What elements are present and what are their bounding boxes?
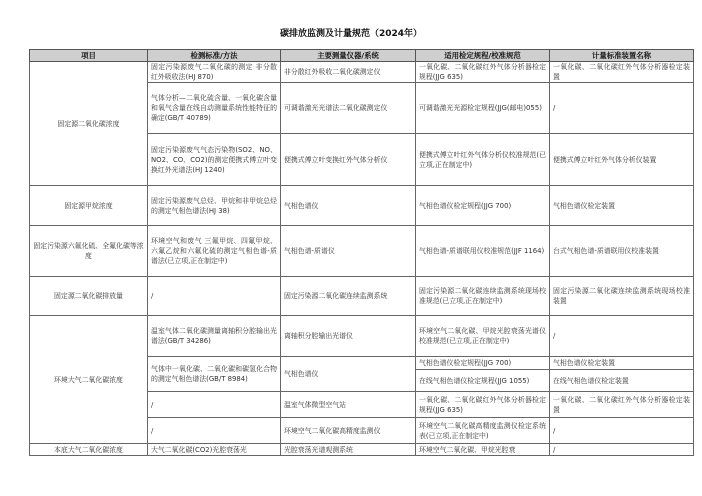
regulation-cell: 便携式傅立叶红外气体分析仪校准规范(已立项,正在制定中) <box>416 134 550 186</box>
instrument-cell: 气相色谱-质谱仪 <box>281 226 416 277</box>
method-cell: 固定污染源废气总烃、甲烷和非甲烷总烃的测定气相色谱法(HJ 38) <box>148 186 281 226</box>
document-title: 碳排放监测及计量规范（2024年） <box>279 29 423 39</box>
standard-cell: / <box>550 83 694 134</box>
table-row <box>30 186 694 226</box>
method-cell: / <box>148 418 281 444</box>
regulation-cell: 气相色谱仪检定规程(JJG 700) <box>416 357 550 370</box>
regulation-cell: 一氧化碳、二氧化碳红外气体分析器检定规程(JJG 635) <box>416 62 550 83</box>
standard-cell: / <box>550 316 694 357</box>
regulation-cell: 在线气相色谱仪检定规程(JJG 1055) <box>416 370 550 392</box>
method-cell: / <box>148 277 281 316</box>
standard-cell: / <box>550 444 694 456</box>
item-cell: 固定污染源六氟化硫、全氟化碳等浓度 <box>30 226 148 277</box>
regulation-cell: 一氧化碳、二氧化碳红外气体分析器检定规程(JJG 635) <box>416 392 550 418</box>
standard-cell: / <box>550 418 694 444</box>
standard-cell: 气相色谱仪检定装置 <box>550 357 694 370</box>
regulation-cell: 固定污染源二氧化碳连续监测系统现场校准规范(已立项,正在制定中) <box>416 277 550 316</box>
method-cell: 固定污染源废气气态污染物(SO2、NO、NO2、CO、CO2)的测定便携式傅立叶变换红外光谱法(HJ 1240) <box>148 134 281 186</box>
standard-cell: 气相色谱仪检定装置 <box>550 186 694 226</box>
standard-cell: 固定污染源二氧化碳连续监测系统现场校准装置 <box>550 277 694 316</box>
item-cell: 固定源二氧化碳浓度 <box>30 62 148 186</box>
standard-cell: 一氧化碳、二氧化碳红外气体分析器检定装置 <box>550 62 694 83</box>
column-header-regulation: 适用检定规程/校准规范 <box>416 50 550 62</box>
column-header-instrument: 主要测量仪器/系统 <box>281 50 416 62</box>
instrument-cell: 非分散红外吸收二氧化碳测定仪 <box>281 62 416 83</box>
table-row <box>30 277 694 316</box>
regulation-table <box>29 49 694 456</box>
table-row <box>30 226 694 277</box>
instrument-cell: 光腔衰荡光谱观测系统 <box>281 444 416 456</box>
item-cell: 固定源二氧化碳排放量 <box>30 277 148 316</box>
regulation-cell: 气相色谱仪检定规程(JJG 700) <box>416 186 550 226</box>
standard-cell: 便携式傅立叶红外气体分析仪装置 <box>550 134 694 186</box>
method-cell: 气体中一氧化碳、二氧化碳和碳氢化合物的测定气相色谱法(GB/T 8984) <box>148 357 281 392</box>
standard-cell: 在线气相色谱仪检定装置 <box>550 370 694 392</box>
item-cell: 环境大气二氧化碳浓度 <box>30 316 148 444</box>
instrument-cell: 固定污染源二氧化碳连续监测系统 <box>281 277 416 316</box>
instrument-cell: 气相色谱仪 <box>281 357 416 392</box>
instrument-cell: 环境空气二氧化碳高精度监测仪 <box>281 418 416 444</box>
column-header-method: 检测标准/方法 <box>148 50 281 62</box>
instrument-cell: 气相色谱仪 <box>281 186 416 226</box>
column-header-item: 项目 <box>30 50 148 62</box>
regulation-cell: 环境空气二氧化碳、甲烷光腔衰荡光谱仪校准规范(已立项,正在制定中) <box>416 316 550 357</box>
item-cell: 固定源甲烷浓度 <box>30 186 148 226</box>
item-cell: 本底大气二氧化碳浓度 <box>30 444 148 456</box>
instrument-cell: 离轴积分腔输出光谱仪 <box>281 316 416 357</box>
method-cell: 大气二氧化碳(CO2)光腔衰荡光 <box>148 444 281 456</box>
instrument-cell: 便携式傅立叶变换红外气体分析仪 <box>281 134 416 186</box>
method-cell: 温室气体二氧化碳测量离轴积分腔输出光谱法(GB/T 34286) <box>148 316 281 357</box>
regulation-cell: 气相色谱-质谱联用仪校准规范(JJF 1164) <box>416 226 550 277</box>
table-row <box>30 62 694 83</box>
table-header-row <box>30 50 694 62</box>
method-cell: 环境空气和废气 三氟甲烷、四氟甲烷、六氟乙烷和六氟化硫的测定气相色谱-质谱法(已立项,正在制定中) <box>148 226 281 277</box>
table-row <box>30 316 694 357</box>
regulation-cell: 环境空气二氧化碳、甲烷光腔衰 <box>416 444 550 456</box>
regulation-cell: 可调谐激光光源检定规程(JJG(邮电)055) <box>416 83 550 134</box>
method-cell: 固定污染源废气二氧化碳的测定 非分散红外吸收法(HJ 870) <box>148 62 281 83</box>
column-header-standard: 计量标准装置名称 <box>550 50 694 62</box>
standard-cell: 台式气相色谱-质谱联用仪校准装置 <box>550 226 694 277</box>
instrument-cell: 可调谐激光光谱法二氧化碳测定仪 <box>281 83 416 134</box>
regulation-cell: 环境空气二氧化碳高精度监测仪检定系统表(已立项,正在制定中) <box>416 418 550 444</box>
standard-cell: 一氧化碳、二氧化碳红外气体分析器检定装置 <box>550 392 694 418</box>
method-cell: / <box>148 392 281 418</box>
table-row <box>30 444 694 456</box>
instrument-cell: 温室气体微型空气站 <box>281 392 416 418</box>
method-cell: 气体分析—二氧化硫含量、一氧化碳含量和氧气含量在线自动测量系统性能特征的确定(GB/T 40789) <box>148 83 281 134</box>
